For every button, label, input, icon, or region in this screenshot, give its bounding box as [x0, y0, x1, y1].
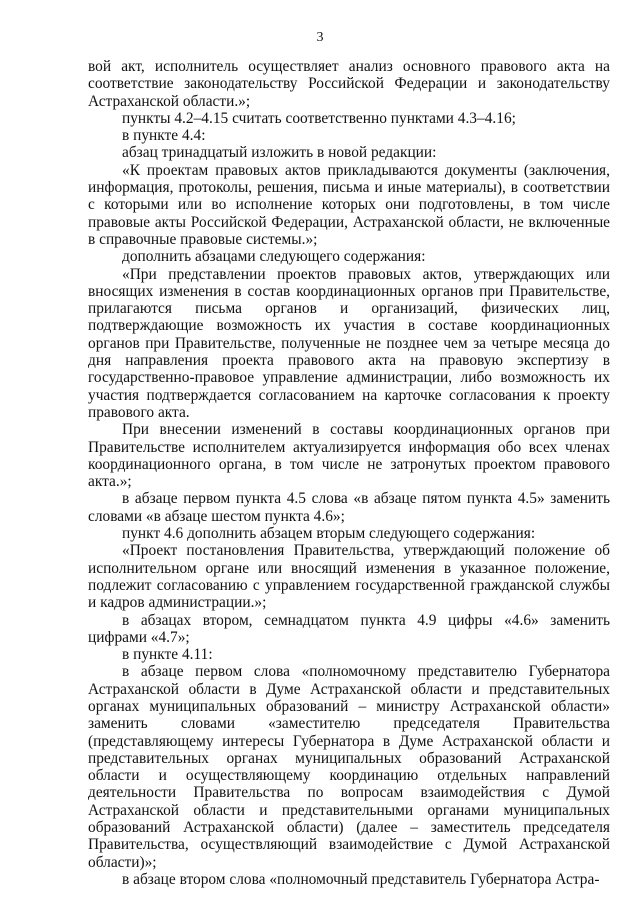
paragraph: в пункте 4.4: [122, 127, 206, 145]
paragraph: «К проектам правовых актов прикладываются документы (заключения, информация, протоколы, решения, письма и иные материалы), в соответствии с которыми или во исполнение которых они подготовлены, в том числе правовые акты Российской Федерации, Астраханской области, не включенные в справочные правовые системы.»; [88, 161, 610, 248]
paragraph: При внесении изменений в составы координационных органов при Правительстве исполнителем актуализируется информация обо всех членах координационного органа, в том числе не затронутых проектом правового акта.»; [88, 421, 610, 491]
paragraph: «При представлении проектов правовых актов, утверждающих или вносящих изменения в состав координационных органов при Правительстве, прилагаются письма органов и организаций, физических лиц, подтверждающие возможность их участия в составе координационных органов при Правительстве, полученные не позднее чем за четыре месяца до дня направления проекта правового акта на правовую экспертизу в государственно-правовое управление администрации, либо возможность их участия подтверждается согласованием на карточке согласования к проекту правового акта. [88, 265, 610, 421]
paragraph: абзац тринадцатый изложить в новой редакции: [122, 144, 437, 162]
paragraph: пункты 4.2–4.15 считать соответственно пунктами 4.3–4.16; [122, 109, 516, 127]
paragraph: «Проект постановления Правительства, утверждающий положение об исполнительном органе или вносящий изменения в указанное положение, подлежит согласованию с управлением государственной гражданской службы и кадров администрации.»; [88, 542, 610, 612]
paragraph: в абзацах втором, семнадцатом пункта 4.9 цифры «4.6» заменить цифрами «4.7»; [88, 611, 610, 646]
paragraph: в абзаце первом слова «полномочному представителю Губернатора Астраханской области в Думе Астраханской области и представительных органах муниципальных образований – министру Астраханской области» заменить словами «заместителю председателя Правительства (представляющему интересы Губернатора в Думе Астраханской области и представительных органах муниципальных образований Астраханской области и осуществляющему координацию отдельных направлений деятельности Правительства по вопросам взаимодействия с Думой Астраханской области и представительными органами муниципальных образований Астраханской области) (далее – заместитель председателя Правительства, осуществляющий взаимодействие с Думой Астраханской области)»; [88, 663, 610, 871]
paragraph: вой акт, исполнитель осуществляет анализ основного правового акта на соответствие законодательству Российской Федерации и законодательству Астраханской области.»; [88, 58, 610, 110]
paragraph: в пункте 4.11: [122, 646, 213, 664]
paragraph: в абзаце втором слова «полномочный представитель Губернатора Астра- [122, 870, 600, 888]
paragraph: дополнить абзацами следующего содержания: [122, 248, 426, 266]
page-number: 3 [316, 30, 324, 45]
paragraph: пункт 4.6 дополнить абзацем вторым следующего содержания: [122, 525, 536, 543]
document-body [88, 58, 610, 888]
paragraph: в абзаце первом пункта 4.5 слова «в абзаце пятом пункта 4.5» заменить словами «в абзаце шестом пункта 4.6»; [88, 490, 610, 525]
